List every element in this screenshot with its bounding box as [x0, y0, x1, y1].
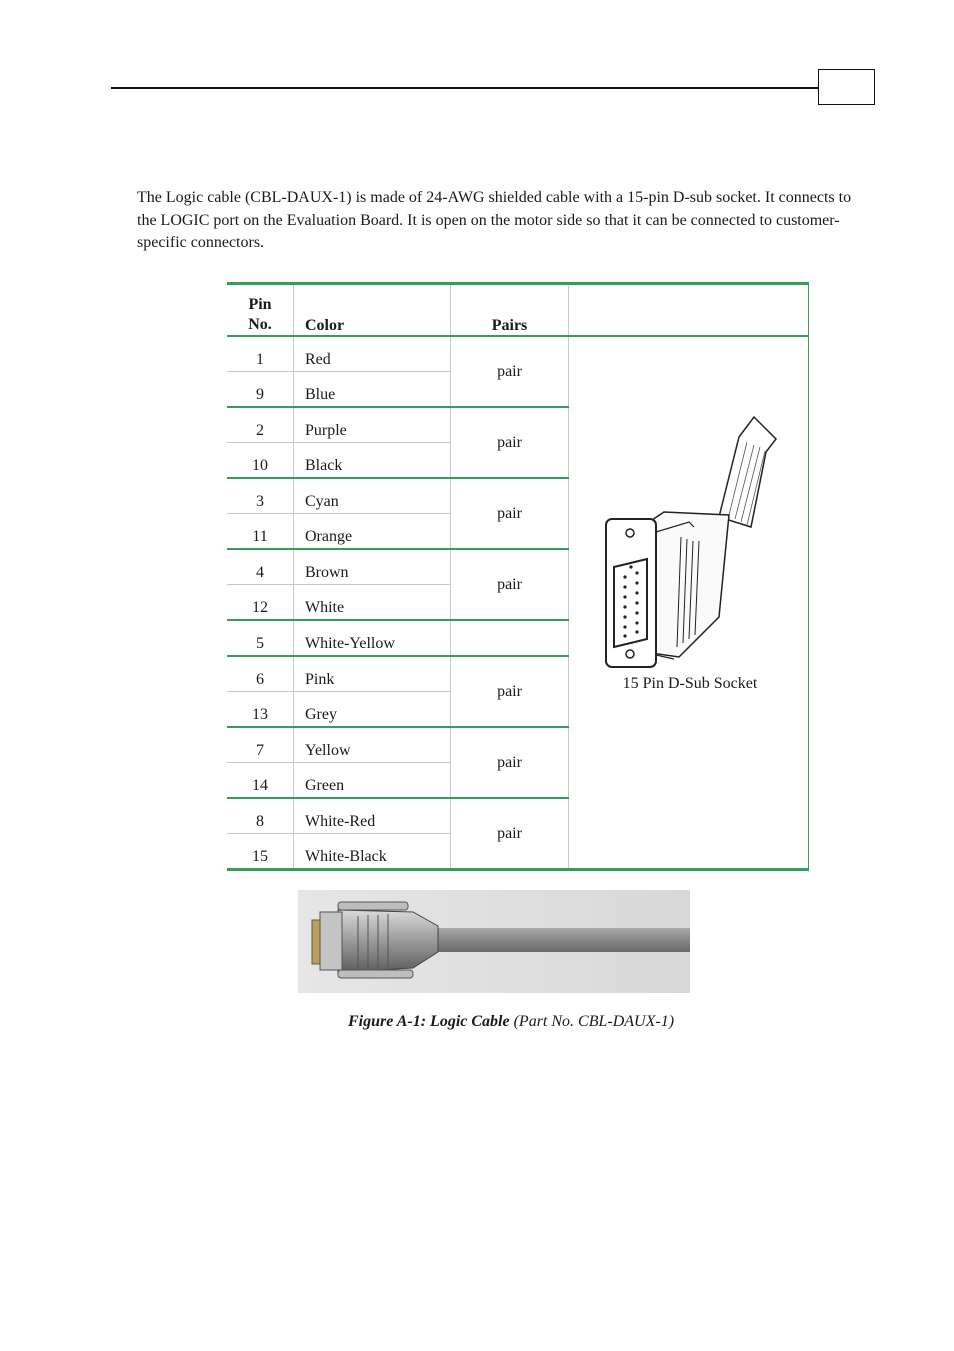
pinout-table [227, 282, 809, 871]
color-cell: White-Black [294, 834, 451, 870]
pin-cell: 6 [227, 656, 294, 692]
pair-cell: pair [451, 798, 569, 870]
pin-cell: 2 [227, 407, 294, 443]
color-cell: Brown [294, 549, 451, 585]
pair-cell: pair [451, 549, 569, 620]
figure-caption-title: Figure A-1: Logic Cable [347, 1013, 510, 1030]
pin-cell: 11 [227, 514, 294, 550]
pin-cell: 7 [227, 727, 294, 763]
pin-cell: 12 [227, 585, 294, 621]
header-no-label: No. [248, 316, 272, 333]
table-row [227, 336, 809, 372]
pair-cell: pair [451, 478, 569, 549]
socket-figure-cell [569, 336, 809, 870]
color-cell: White-Yellow [294, 620, 451, 656]
pair-cell: pair [451, 336, 569, 407]
pin-cell: 8 [227, 798, 294, 834]
pin-cell: 15 [227, 834, 294, 870]
header-rule [111, 87, 819, 89]
color-cell: Yellow [294, 727, 451, 763]
pin-cell: 10 [227, 443, 294, 479]
pin-cell: 3 [227, 478, 294, 514]
color-cell: Cyan [294, 478, 451, 514]
table-header-row [227, 284, 809, 337]
color-cell: Black [294, 443, 451, 479]
color-cell: Pink [294, 656, 451, 692]
color-cell: Grey [294, 692, 451, 728]
pair-cell: pair [451, 656, 569, 727]
color-cell: Purple [294, 407, 451, 443]
color-cell: White [294, 585, 451, 621]
color-cell: Orange [294, 514, 451, 550]
color-cell: Green [294, 763, 451, 799]
dsub-socket-drawing [569, 407, 819, 707]
pair-cell: pair [451, 407, 569, 478]
pin-cell: 4 [227, 549, 294, 585]
pin-cell: 14 [227, 763, 294, 799]
header-pairs: Pairs [451, 284, 569, 337]
figure-caption [0, 1013, 954, 1031]
color-cell: White-Red [294, 798, 451, 834]
intro-paragraph: The Logic cable (CBL-DAUX-1) is made of 24-AWG shielded cable with a 15-pin D-sub socket. It connects to the LOGIC port on the Evaluation Board. It is open on the motor side so that it can be connected to customer-specific connectors. [137, 189, 852, 251]
header-image-column [569, 284, 809, 337]
figure-caption-part-no: (Part No. CBL-DAUX-1) [509, 1013, 675, 1030]
pin-cell: 9 [227, 372, 294, 408]
color-cell: Blue [294, 372, 451, 408]
header-pin-no [227, 284, 294, 337]
pin-cell: 5 [227, 620, 294, 656]
socket-caption: 15 Pin D-Sub Socket [622, 675, 758, 692]
page-number-box [818, 69, 875, 105]
pin-cell: 13 [227, 692, 294, 728]
pin-cell: 1 [227, 336, 294, 372]
header-pin-label: Pin [248, 296, 272, 313]
color-cell: Red [294, 336, 451, 372]
pair-cell: pair [451, 727, 569, 798]
header-color: Color [294, 284, 451, 337]
pair-cell-empty [451, 620, 569, 656]
logic-cable-photo [298, 890, 690, 993]
